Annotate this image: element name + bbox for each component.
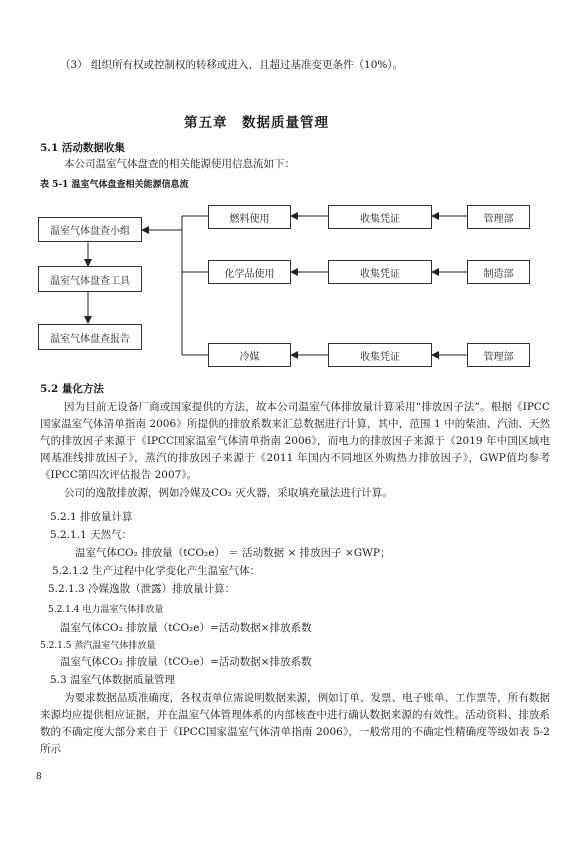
fugitive-emission-paragraph: 公司的逸散排放源，例如冷媒及CO₂ 灭火器，采取填充量法进行计算。 [64, 487, 393, 499]
formula-steam: 温室气体CO₂ 排放量（tCO₂e）=活动数据×排放系数 [60, 656, 312, 668]
ownership-transfer-clause: （3） 组织所有权或控制权的转移或进入，且超过基准变更条件（10%）。 [60, 59, 404, 71]
page-number: 8 [36, 772, 42, 782]
heading-5-2-1-4: 5.2.1.4 电力温室气体排放量 [48, 605, 164, 615]
formula-electricity: 温室气体CO₂ 排放量（tCO₂e）=活动数据×排放系数 [60, 622, 312, 634]
section-5-1-heading: 5.1 活动数据收集 [40, 142, 125, 154]
ghg-inventory-report-box: 温室气体盘查报告 [38, 324, 142, 350]
collect-voucher-box-1: 收集凭证 [328, 205, 432, 229]
flow-connectors [0, 0, 587, 380]
collect-voucher-box-3: 收集凭证 [328, 343, 432, 367]
management-dept-box-1: 管理部 [467, 205, 530, 229]
formula-natural-gas: 温室气体CO₂ 排放量（tCO₂e） ＝ 活动数据 × 排放因子 ×GWP； [75, 547, 391, 559]
heading-5-2-1-1: 5.2.1.1 天然气： [50, 529, 133, 541]
management-dept-box-2: 管理部 [467, 343, 530, 367]
table-5-1-caption: 表 5-1 温室气体盘查相关能源信息流 [40, 180, 189, 190]
section-5-1-intro: 本公司温室气体盘查的相关能源使用信息流如下： [64, 158, 295, 170]
chemical-use-box: 化学品使用 [208, 260, 291, 284]
chapter-title: 第五章 数据质量管理 [184, 115, 329, 131]
heading-5-2-1-2: 5.2.1.2 生产过程中化学变化产生温室气体： [52, 565, 261, 577]
quantification-method-paragraph: 因为目前无设备厂商或国家提供的方法，故本公司温室气体排放量计算采用“排放因子法”。根据《IPCC国家温室气体清单指南 2006》所提供的排放系数来汇总数据进行计算，其中，范围 1 中的柴油、汽油、天然气的排放因子来源于《IPCC国家温室气体清单指南 2006》，而电力的排放因子来源于《2019 年中国区域电网基准线排放因子》，蒸汽的排放因子来源于《2011 年国内不同地区外购热力排放因子》，GWP值均参考《IPCC第四次评估报告 2007》。 [40, 401, 550, 481]
section-5-3-heading: 5.3 温室气体数据质量管理 [50, 674, 176, 686]
fuel-use-box: 燃料使用 [208, 205, 291, 229]
heading-5-2-1-5: 5.2.1.5 蒸汽温室气体排放量 [40, 641, 156, 651]
heading-5-2-1-3: 5.2.1.3 冷媒逸散（泄露）排放量计算： [48, 583, 236, 595]
collect-voucher-box-2: 收集凭证 [328, 260, 432, 284]
heading-5-2-1: 5.2.1 排放量计算 [50, 511, 133, 523]
ghg-inventory-team-box: 温室气体盘查小组 [38, 217, 142, 242]
manufacturing-dept-box: 制造部 [467, 260, 530, 284]
section-5-2-heading: 5.2 量化方法 [40, 383, 104, 395]
ghg-inventory-tool-box: 温室气体盘查工具 [38, 266, 142, 292]
data-quality-paragraph: 为要求数据品质准确度，各权责单位需说明数据来源，例如订单、发票、电子账单、工作票等，所有数据来源均应提供相应证据，并在温室气体管理体系的内部核查中进行确认数据来源的有效性。活动资料、排放系数的不确定度大部分来自于《IPCC国家温室气体清单指南 2006》，一般常用的不确定性精确度等级如表 5-2 所示 [40, 692, 550, 755]
refrigerant-box: 冷媒 [208, 343, 291, 367]
